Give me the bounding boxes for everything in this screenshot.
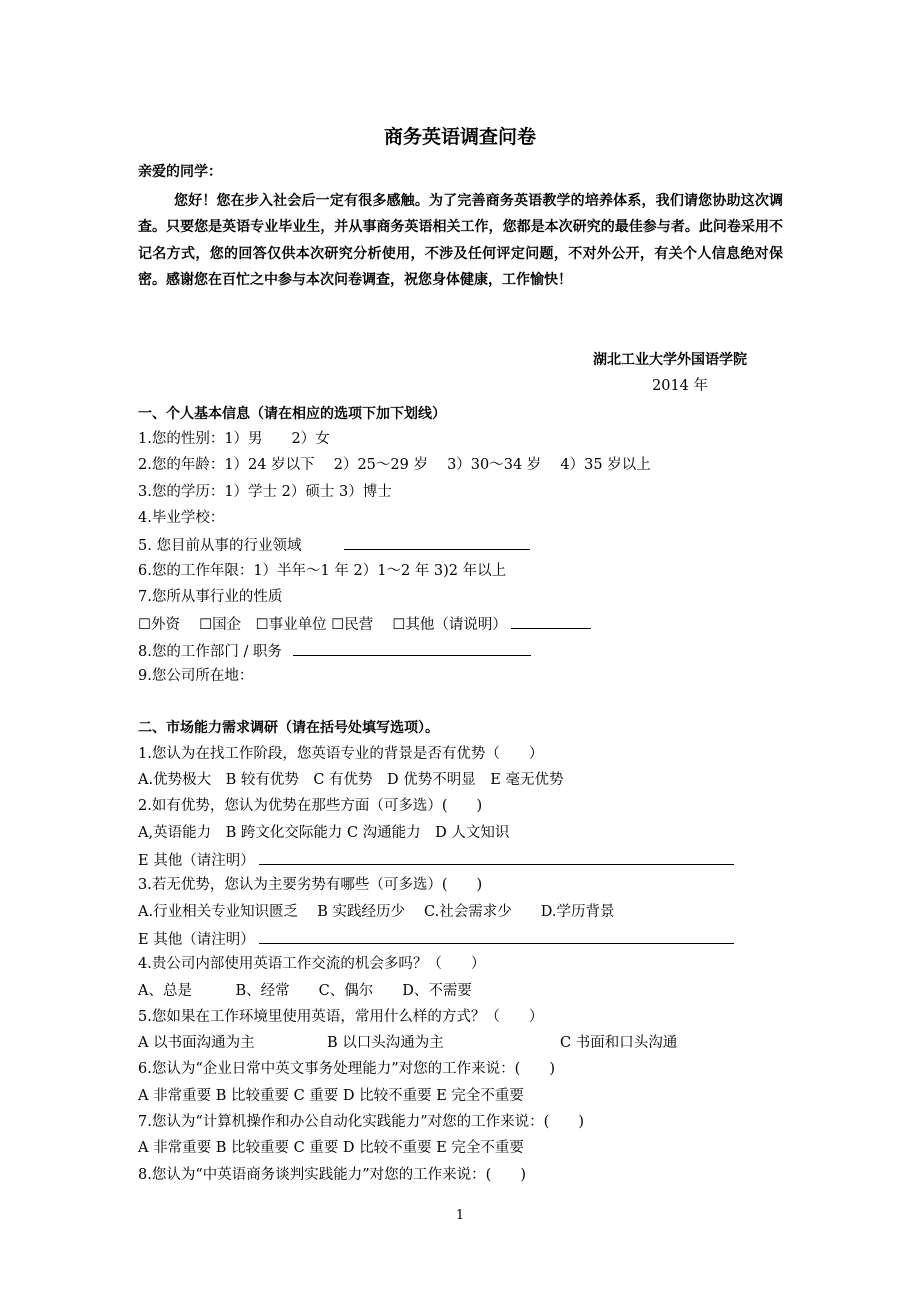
section1-heading: 一、个人基本信息（请在相应的选项下加下划线）: [138, 406, 446, 422]
s1-q8-label: 8.您的工作部门 / 职务: [138, 644, 282, 660]
s1-q3: 3.您的学历：1）学士 2）硕士 3）博士: [138, 484, 392, 500]
s2-q2-options: A,英语能力 B 跨文化交际能力 C 沟通能力 D 人文知识: [138, 825, 510, 841]
s1-q5-blank[interactable]: [344, 534, 530, 550]
s2-q6: 6.您认为“企业日常中英文事务处理能力”对您的工作来说：( ): [138, 1061, 555, 1077]
s2-q7-options: A 非常重要 B 比较重要 C 重要 D 比较不重要 E 完全不重要: [138, 1140, 524, 1156]
s2-q2: 2.如有优势，您认为优势在那些方面（可多选）( ): [138, 798, 483, 814]
s1-q5: [138, 534, 530, 556]
s2-q5-option-b: B 以口头沟通为主: [327, 1035, 444, 1051]
s2-q5-option-c: C 书面和口头沟通: [560, 1035, 678, 1051]
s2-q4-options: A、总是 B、经常 C、偶尔 D、不需要: [138, 983, 472, 999]
s2-q3-other-label: E 其他（请注明）: [138, 932, 255, 948]
s2-q4: 4.贵公司内部使用英语工作交流的机会多吗？（ ）: [138, 956, 486, 972]
s1-q1: 1.您的性别：1）男 2）女: [138, 431, 330, 447]
s1-q2: 2.您的年龄：1）24 岁以下 2）25～29 岁 3）30～34 岁 4）35 岁以上: [138, 457, 651, 473]
greeting: 亲爱的同学：: [138, 164, 222, 180]
s1-q7-options: [138, 613, 591, 635]
s2-q2-other: [138, 849, 734, 871]
s2-q1: 1.您认为在找工作阶段，您英语专业的背景是否有优势（ ）: [138, 746, 544, 762]
page-number: 1: [455, 1208, 465, 1223]
s2-q1-options: A.优势极大 B 较有优势 C 有优势 D 优势不明显 E 毫无优势: [138, 772, 564, 788]
s2-q3-options: A.行业相关专业知识匮乏 B 实践经历少 C.社会需求少 D.学历背景: [138, 904, 615, 920]
s2-q5: 5.您如果在工作环境里使用英语，常用什么样的方式？（ ）: [138, 1009, 544, 1025]
s1-q7-checkbox-options[interactable]: ☐外资 ☐国企 ☐事业单位 ☐民营 ☐其他（请说明）: [138, 617, 507, 633]
s2-q5-option-a: A 以书面沟通为主: [138, 1035, 255, 1051]
s2-q6-options: A 非常重要 B 比较重要 C 重要 D 比较不重要 E 完全不重要: [138, 1088, 524, 1104]
s2-q3-other-blank[interactable]: [259, 928, 734, 944]
s1-q8-blank[interactable]: [293, 640, 531, 656]
s2-q3-other: [138, 928, 734, 950]
s1-q4: 4.毕业学校：: [138, 510, 225, 526]
s2-q8: 8.您认为“中英语商务谈判实践能力”对您的工作来说：( ): [138, 1167, 526, 1183]
s2-q2-other-label: E 其他（请注明）: [138, 853, 255, 869]
s2-q7: 7.您认为“计算机操作和办公自动化实践能力”对您的工作来说：( ): [138, 1114, 584, 1130]
s1-q5-label: 5. 您目前从事的行业领域: [138, 538, 302, 554]
signature-year: 2014 年: [652, 378, 709, 394]
s1-q9: 9.您公司所在地：: [138, 668, 254, 684]
s1-q7-other-blank[interactable]: [511, 613, 591, 629]
s1-q8: [138, 640, 531, 662]
s2-q2-other-blank[interactable]: [259, 849, 734, 865]
s2-q3: 3.若无优势，您认为主要劣势有哪些（可多选）( ): [138, 877, 483, 893]
intro-paragraph: 您好！您在步入社会后一定有很多感触。为了完善商务英语教学的培养体系，我们请您协助这次调查。只要您是英语专业毕业生，并从事商务英语相关工作，您都是本次研究的最佳参与者。此问卷采用不记名方式，您的回答仅供本次研究分析使用，不涉及任何评定问题，不对外公开，有关个人信息绝对保密。感谢您在百忙之中参与本次问卷调查，祝您身体健康，工作愉快！: [138, 193, 783, 289]
page-title: 商务英语调查问卷: [383, 126, 536, 148]
section2-heading: 二、市场能力需求调研（请在括号处填写选项）。: [138, 720, 439, 736]
s1-q7: 7.您所从事行业的性质: [138, 589, 283, 605]
s1-q6: 6.您的工作年限：1）半年～1 年 2）1～2 年 3)2 年以上: [138, 563, 507, 579]
signature-org: 湖北工业大学外国语学院: [593, 352, 747, 368]
